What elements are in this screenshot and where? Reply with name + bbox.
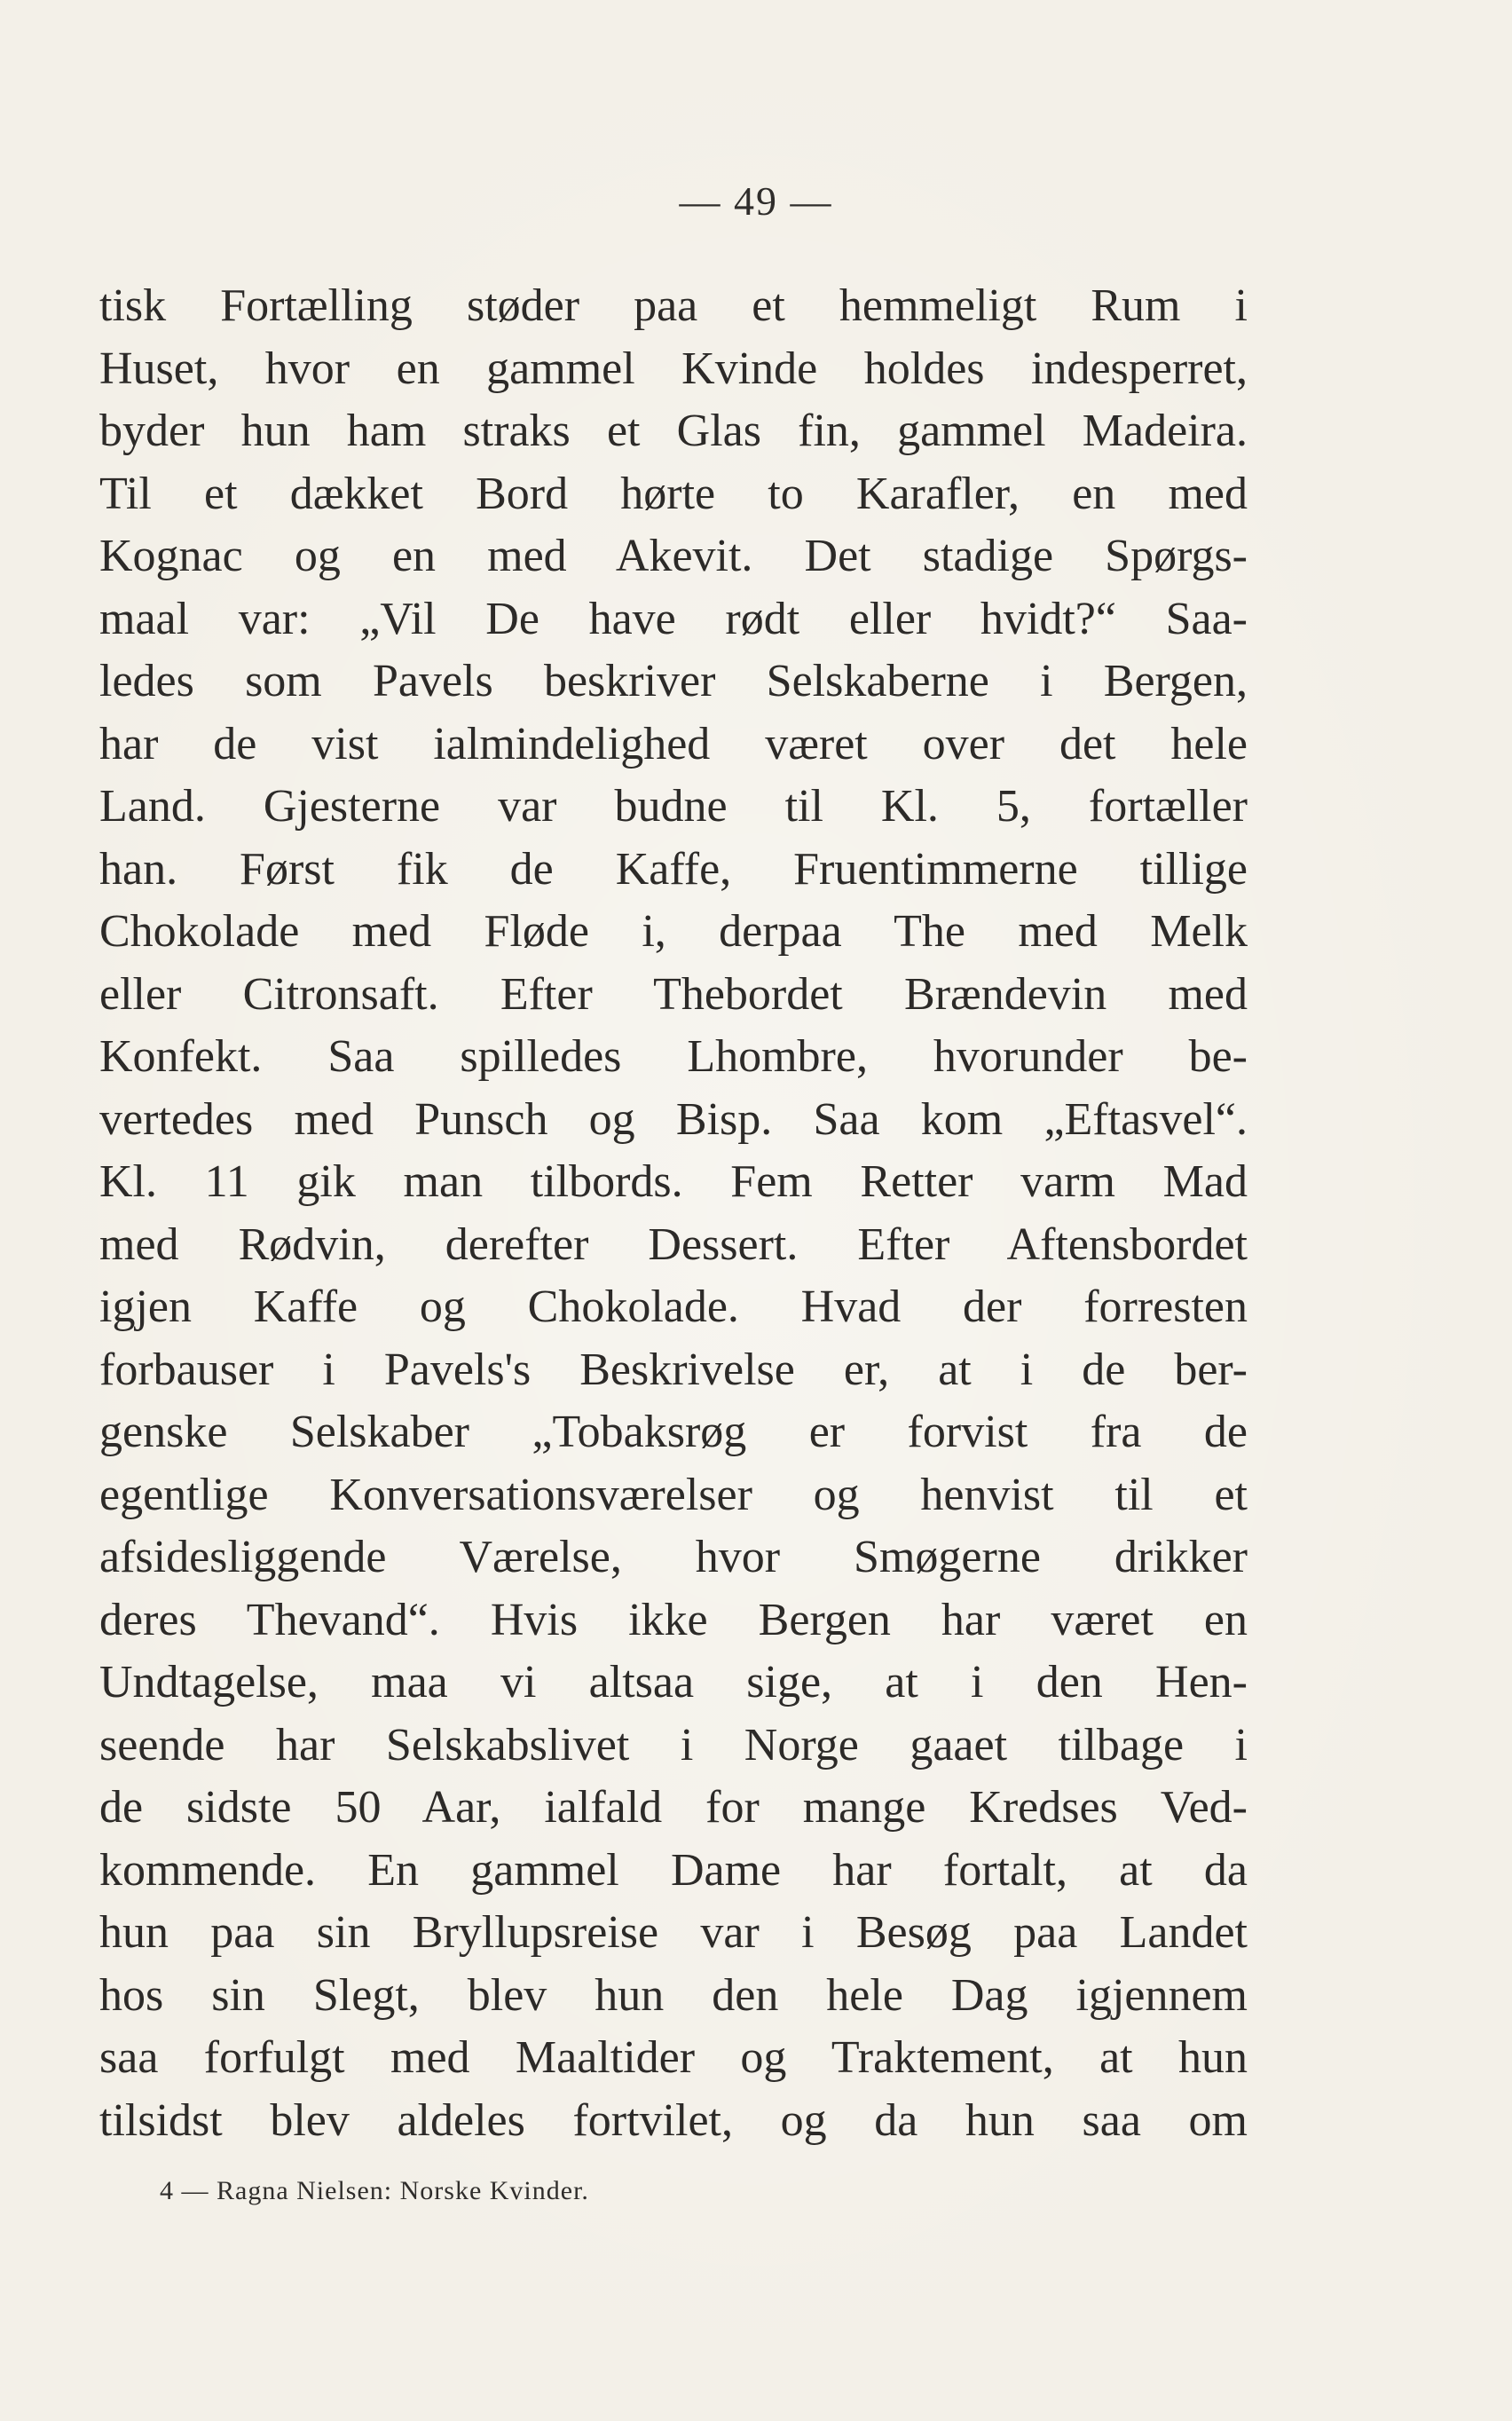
text-line: Undtagelse, maa vi altsaa sige, at i den Hen- (99, 1657, 1248, 1707)
text-line: forbauser i Pavels's Beskrivelse er, at i de ber- (99, 1344, 1248, 1395)
text-line: byder hun ham straks et Glas fin, gammel Madeira. (99, 406, 1248, 456)
text-line: hos sin Slegt, blev hun den hele Dag igjennem (99, 1969, 1248, 2021)
text-line: Til et dækket Bord hørte to Karafler, en med (99, 468, 1248, 519)
text-line: han. Først fik de Kaffe, Fruentimmerne tillige (99, 843, 1248, 895)
text-line: vertedes med Punsch og Bisp. Saa kom „Eftasvel“. (99, 1093, 1248, 1145)
text-line: igjen Kaffe og Chokolade. Hvad der forresten (99, 1281, 1248, 1332)
text-line: deres Thevand“. Hvis ikke Bergen har været en (99, 1594, 1248, 1645)
text-line: genske Selskaber „Tobaksrøg er forvist fra de (99, 1407, 1248, 1457)
text-line: egentlige Konversationsværelser og henvist til et (99, 1469, 1248, 1520)
text-line: ledes som Pavels beskriver Selskaberne i Bergen, (99, 656, 1248, 706)
text-line: Huset, hvor en gammel Kvinde holdes indesperret, (99, 343, 1248, 394)
text-line: tilsidst blev aldeles fortvilet, og da hun saa om (99, 2094, 1248, 2146)
text-line: Kognac og en med Akevit. Det stadige Spørgs- (99, 531, 1248, 581)
text-line: saa forfulgt med Maaltider og Traktement, at hun (99, 2032, 1248, 2083)
text-line: Chokolade med Fløde i, derpaa The med Melk (99, 906, 1248, 957)
text-line: tisk Fortælling støder paa et hemmeligt Rum i (99, 280, 1248, 331)
text-line: har de vist ialmindelighed været over det hele (99, 718, 1248, 769)
text-line: de sidste 50 Aar, ialfald for mange Kredses Ved- (99, 1782, 1248, 1833)
text-line: Kl. 11 gik man tilbords. Fem Retter varm Mad (99, 1156, 1248, 1207)
text-line: Land. Gjesterne var budne til Kl. 5, fortæller (99, 781, 1248, 832)
text-line: seende har Selskabslivet i Norge gaaet tilbage i (99, 1719, 1248, 1770)
text-line: eller Citronsaft. Efter Thebordet Brændevin med (99, 968, 1248, 1020)
text-line: kommende. En gammel Dame har fortalt, at da (99, 1844, 1248, 1896)
page-number: — 49 — (679, 178, 833, 224)
text-line: med Rødvin, derefter Dessert. Efter Aftensbordet (99, 1218, 1248, 1270)
text-line: hun paa sin Bryllupsreise var i Besøg paa Landet (99, 1907, 1248, 1958)
text-line: Konfekt. Saa spilledes Lhombre, hvorunder be- (99, 1031, 1248, 1082)
body-text (99, 275, 1248, 2152)
footer-signature: 4 — Ragna Nielsen: Norske Kvinder. (160, 2176, 589, 2205)
text-line: afsidesliggende Værelse, hvor Smøgerne drikker (99, 1532, 1248, 1582)
text-line: maal var: „Vil De have rødt eller hvidt?“ Saa- (99, 593, 1248, 644)
